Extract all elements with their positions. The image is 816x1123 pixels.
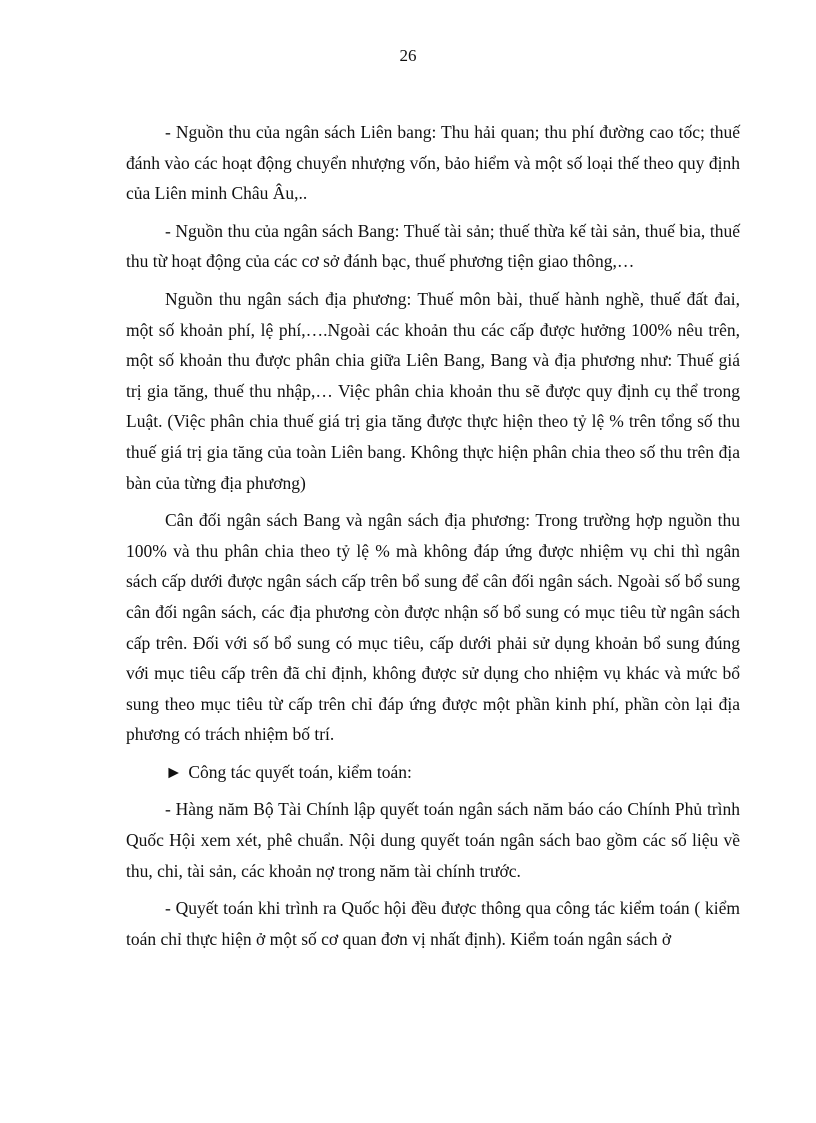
paragraph-annual-settlement: - Hàng năm Bộ Tài Chính lập quyết toán ngân sách năm báo cáo Chính Phủ trình Quốc Hội xem xét, phê chuẩn. Nội dung quyết toán ngân sách bao gồm các số liệu về thu, chi, tài sản, các khoản nợ trong năm tài chính trước.	[126, 799, 740, 881]
section-heading	[126, 757, 740, 788]
paragraph-audit: - Quyết toán khi trình ra Quốc hội đều được thông qua công tác kiểm toán ( kiểm toán chỉ thực hiện ở một số cơ quan đơn vị nhất định). Kiểm toán ngân sách ở	[126, 898, 740, 949]
paragraph-budget-balance: Cân đối ngân sách Bang và ngân sách địa phương: Trong trường hợp nguồn thu 100% và thu phân chia theo tỷ lệ % mà không đáp ứng được nhiệm vụ chi thì ngân sách cấp dưới được ngân sách cấp trên bổ sung để cân đối ngân sách. Ngoài số bổ sung cân đối ngân sách, các địa phương còn được nhận số bổ sung có mục tiêu từ ngân sách cấp trên. Đối với số bổ sung có mục tiêu, cấp dưới phải sử dụng khoản bổ sung đúng với mục tiêu cấp trên đã chỉ định, không được sử dụng cho nhiệm vụ khác và mức bổ sung theo mục tiêu từ cấp trên chỉ đáp ứng được một phần kinh phí, phần còn lại địa phương có trách nhiệm bố trí.	[126, 510, 740, 745]
triangle-bullet-icon: ►	[165, 761, 183, 782]
section-heading-text: Công tác quyết toán, kiểm toán:	[188, 761, 412, 782]
body-text	[126, 117, 740, 954]
paragraph-state-revenue: - Nguồn thu của ngân sách Bang: Thuế tài sản; thuế thừa kế tài sản, thuế bia, thuế thu từ hoạt động của các cơ sở đánh bạc, thuế phương tiện giao thông,…	[126, 220, 740, 272]
paragraph-federal-revenue: - Nguồn thu của ngân sách Liên bang: Thu hải quan; thu phí đường cao tốc; thuế đánh vào các hoạt động chuyển nhượng vốn, bảo hiểm và một số loại thế theo quy định của Liên minh Châu Âu,..	[126, 122, 740, 204]
page-number: 26	[399, 46, 417, 65]
paragraph-local-revenue: Nguồn thu ngân sách địa phương: Thuế môn bài, thuế hành nghề, thuế đất đai, một số khoản phí, lệ phí,….Ngoài các khoản thu các cấp được hưởng 100% nêu trên, một số khoản thu được phân chia giữa Liên Bang, Bang và địa phương như: Thuế giá trị gia tăng, thuế thu nhập,… Việc phân chia khoản thu sẽ được quy định cụ thể trong Luật. (Việc phân chia thuế giá trị gia tăng được thực hiện theo tỷ lệ % trên tổng số thu thuế giá trị gia tăng của toàn Liên bang. Không thực hiện phân chia theo số thu trên địa bàn của từng địa phương)	[126, 288, 740, 493]
